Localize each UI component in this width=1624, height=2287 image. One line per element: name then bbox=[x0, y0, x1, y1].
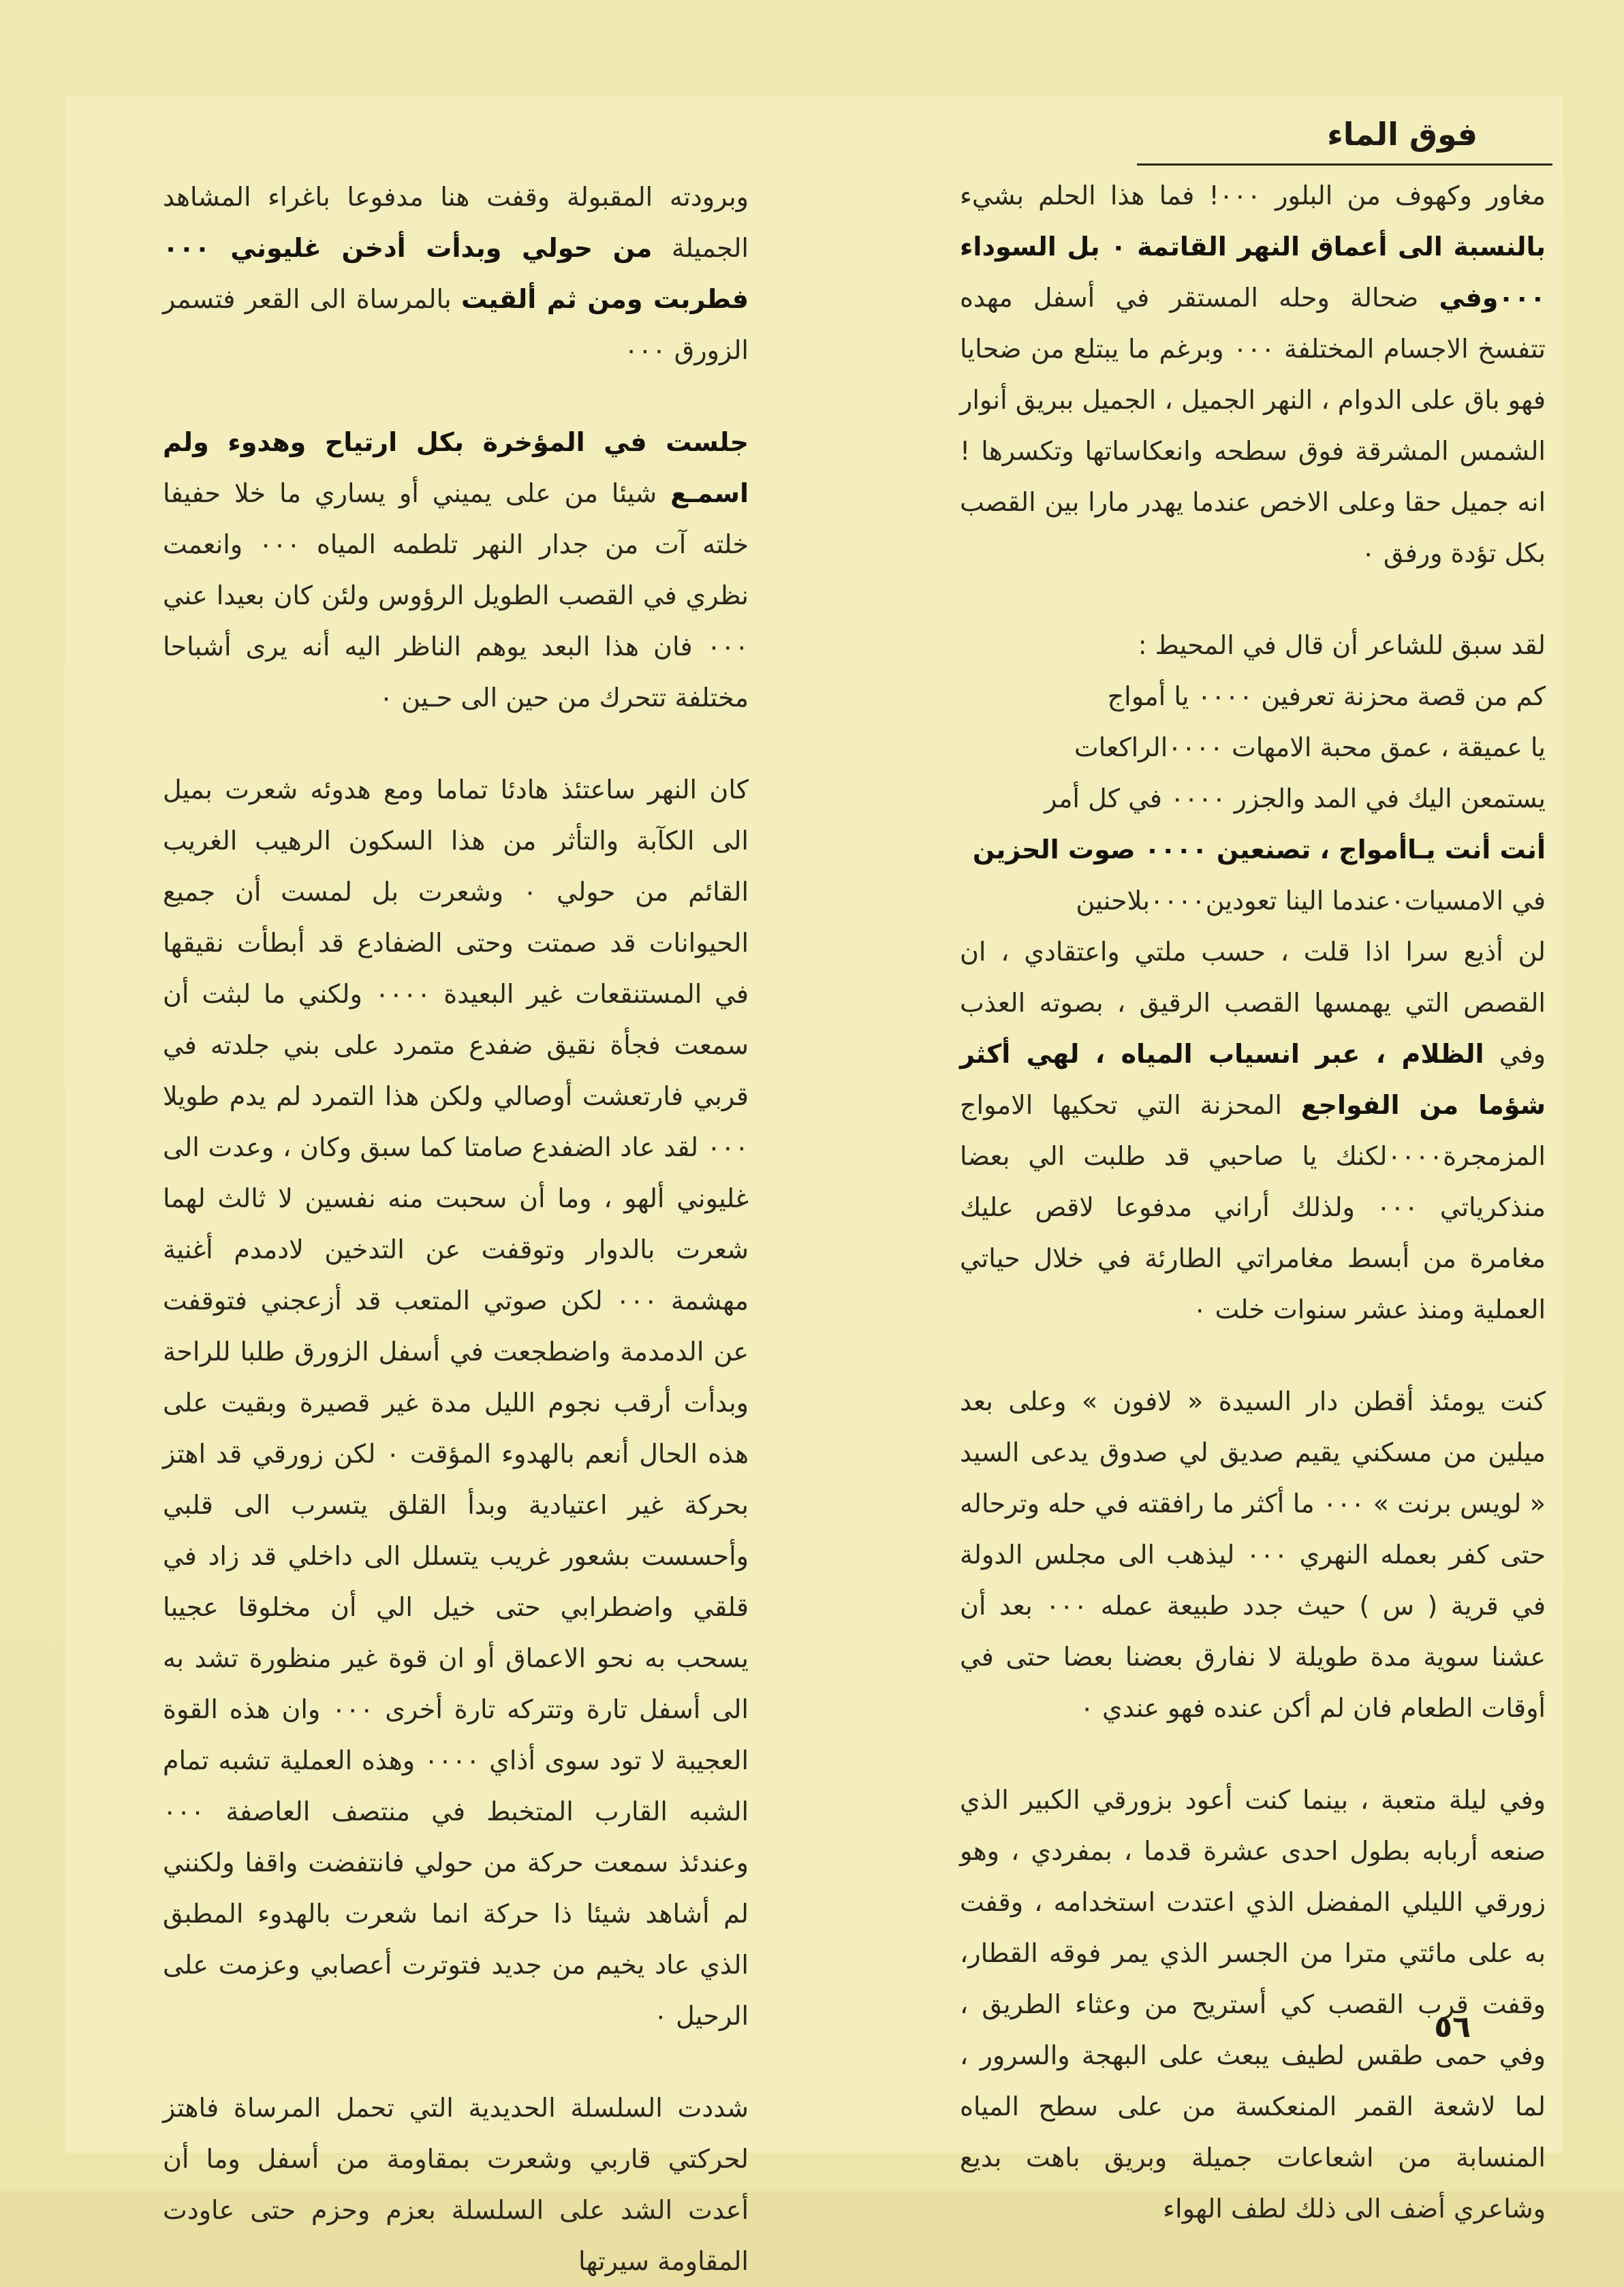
paragraph: شددت السلسلة الحديدية التي تحمل المرساة فاهتز لحركتي قاربي وشعرت بمقاومة من أسفل وما أن أعدت الشد على السلسلة بعزم وحزم حتى عاودت المقاومة سيرتها bbox=[163, 2093, 749, 2276]
paragraph bbox=[960, 170, 1546, 579]
paragraph bbox=[960, 927, 1546, 1335]
bold-text: من حولي وبدأت أدخن غليوني ٠٠٠ فطربت ومن ثم ألقيت bbox=[163, 233, 749, 314]
poem-line: في الامسيات٠عندما الينا تعودين٠٠٠٠بلاحنين bbox=[1076, 886, 1546, 916]
poem-line-bold: أنت أنت يـاأمواج ، تصنعين ٠٠٠٠ صوت الحزين bbox=[972, 835, 1546, 865]
left-column bbox=[163, 172, 749, 2287]
paragraph bbox=[163, 417, 749, 724]
text-line: مغاور وكهوف من البلور ٠٠٠! فما هذا الحلم بشيء bbox=[960, 181, 1546, 211]
text: بالمرساة الى القعر فتسمر الزورق ٠٠٠ bbox=[163, 284, 749, 365]
poem-line: يا عميقة ، عمق محبة الامهات ٠٠٠٠الراكعات bbox=[1074, 732, 1546, 762]
running-title: فوق الماء bbox=[1327, 116, 1478, 153]
paragraph bbox=[163, 172, 749, 376]
poem-intro: لقد سبق للشاعر أن قال في المحيط : bbox=[1138, 630, 1546, 660]
poem-block bbox=[960, 620, 1546, 927]
text: المحزنة التي تحكيها الامواج المزمجرة٠٠٠٠لكنك يا صاحبي قد طلبت الي بعضا منذكرياتي ٠٠٠ ولذلك أراني مدفوعا لاقص عليك مغامرة من أبسط مغامراتي الطارئة في خلال حياتي العملية ومنذ عشر سنوات خلت ٠ bbox=[960, 1090, 1546, 1324]
page-number: ٥٦ bbox=[1434, 2010, 1471, 2044]
paragraph: كان النهر ساعتئذ هادئا تماما ومع هدوئه شعرت بميل الى الكآبة والتأثر من هذا السكون الرهيب الغريب القائم من حولي ٠ وشعرت بل لمست أن جميع الحيوانات قد صمتت وحتى الضفادع قد أبطأت نقيقها في المستنقعات غير البعيدة ٠٠٠٠ ولكني ما لبثت أن سمعت فجأة نقيق ضفدع متمرد على بني جلدته في قربي فارتعشت أوصالي ولكن هذا التمرد لم يدم طويلا ٠٠٠ لقد عاد الضفدع صامتا كما سبق وكان ، وعدت الى غليوني ألهو ، وما أن سحبت منه نفسين لا ثالث لهما شعرت بالدوار وتوقفت عن التدخين لادمدم أغنية مهشمة ٠٠٠ لكن صوتي المتعب قد أزعجني فتوقفت عن الدمدمة واضطجعت في أسفل الزورق طلبا للراحة وبدأت أرقب نجوم الليل مدة غير قصيرة وبقيت على هذه الحال أنعم بالهدوء المؤقت ٠ لكن زورقي قد اهتز بحركة غير اعتيادية وبدأ القلق يتسرب الى قلبي وأحسست بشعور غريب يتسلل الى داخلي قد زاد في قلقي واضطرابي حتى خيل الي أن مخلوقا عجيبا يسحب به نحو الاعماق أو ان قوة غير منظورة تشد به الى أسفل تارة وتتركه تارة أخرى ٠٠٠ وان هذه القوة العجيبة لا تود سوى أذاي ٠٠٠٠ وهذه العملية تشبه تمام الشبه القارب المتخبط في منتصف العاصفة ٠٠٠ وعندئذ سمعت حركة من حولي فانتفضت واقفا ولكنني لم أشاهد شيئا ذا حركة انما شعرت بالهدوء المطبق الذي عاد يخيم من جديد فتوترت أعصابي وعزمت على الرحيل ٠ bbox=[163, 775, 749, 2031]
poem-line: كم من قصة محزنة تعرفين ٠٠٠٠ يا أمواج bbox=[1107, 681, 1546, 711]
bold-text: الظلام ، عبر انسياب المياه ، لهي أكثر شؤما من الفواجع bbox=[960, 1039, 1546, 1120]
bold-text: جلست في المؤخرة بكل ارتياح وهدوء ولم اسمـع bbox=[163, 427, 749, 508]
text: وبرودته المقبولة وقفت هنا مدفوعا باغراء المشاهد الجميلة bbox=[163, 182, 749, 263]
text: شيئا من على يميني أو يساري ما خلا حفيفا خلته آت من جدار النهر تلطمه المياه ٠٠٠ وانعمت نظري في القصب الطويل الرؤوس ولئن كان بعيدا عني ٠٠٠ فان هذا البعد يوهم الناظر اليه أنه يرى أشباحا مختلفة تتحرك من حين الى حـين ٠ bbox=[163, 478, 749, 713]
right-column bbox=[960, 170, 1546, 2235]
text: لن أذيع سرا اذا قلت ، حسب ملتي واعتقادي ، ان القصص التي يهمسها القصب الرقيق ، بصوته العذب وفي bbox=[960, 937, 1546, 1069]
text: ضحالة وحله المستقر في أسفل مهده تتفسخ الاجسام المختلفة ٠٠٠ وبرغم ما يبتلع من ضحايا فهو باق على الدوام ، النهر الجميل ، الجميل ببريق أنوار الشمس المشرقة فوق سطحه وانعكاساتها وتكسرها ! انه جميل حقا وعلى الاخص عندما يهدر مارا بين القصب بكل تؤدة ورفق ٠ bbox=[960, 283, 1546, 568]
poem-line: يستمعن اليك في المد والجزر ٠٠٠٠ في كل أمر bbox=[1044, 783, 1546, 813]
bold-text: بالنسبة الى أعماق النهر القاتمة ٠ بل السوداء ٠٠٠وفي bbox=[960, 232, 1546, 313]
paragraph: كنت يومئذ أقطن دار السيدة « لافون » وعلى بعد ميلين من مسكني يقيم صديق لي صدوق يدعى السيد « لويس برنت » ٠٠٠ ما أكثر ما رافقته في حله وترحاله حتى كفر بعمله النهري ٠٠٠ ليذهب الى مجلس الدولة في قرية ( س ) حيث جدد طبيعة عمله ٠٠٠ بعد أن عشنا سوية مدة طويلة لا نفارق بعضنا بعضا حتى في أوقات الطعام فان لم أكن عنده فهو عندي ٠ bbox=[960, 1386, 1546, 1723]
paragraph: وفي ليلة متعبة ، بينما كنت أعود بزورقي الكبير الذي صنعه أربابه بطول احدى عشرة قدما ، بمفردي ، وهو زورقي الليلي المفضل الذي اعتدت استخدامه ، وقفت به على مائتي مترا من الجسر الذي يمر فوقه القطار، وقفت قرب القصب كي أستريح من وعثاء الطريق ، وفي حمى طقس لطيف يبعث على البهجة والسرور ، لما لاشعة القمر المنعكسة من على سطح المياه المنسابة من اشعاعات جميلة وبريق باهت بديع وشاعري أضف الى ذلك لطف الهواء bbox=[960, 1785, 1546, 2224]
header-rule bbox=[1137, 164, 1552, 166]
